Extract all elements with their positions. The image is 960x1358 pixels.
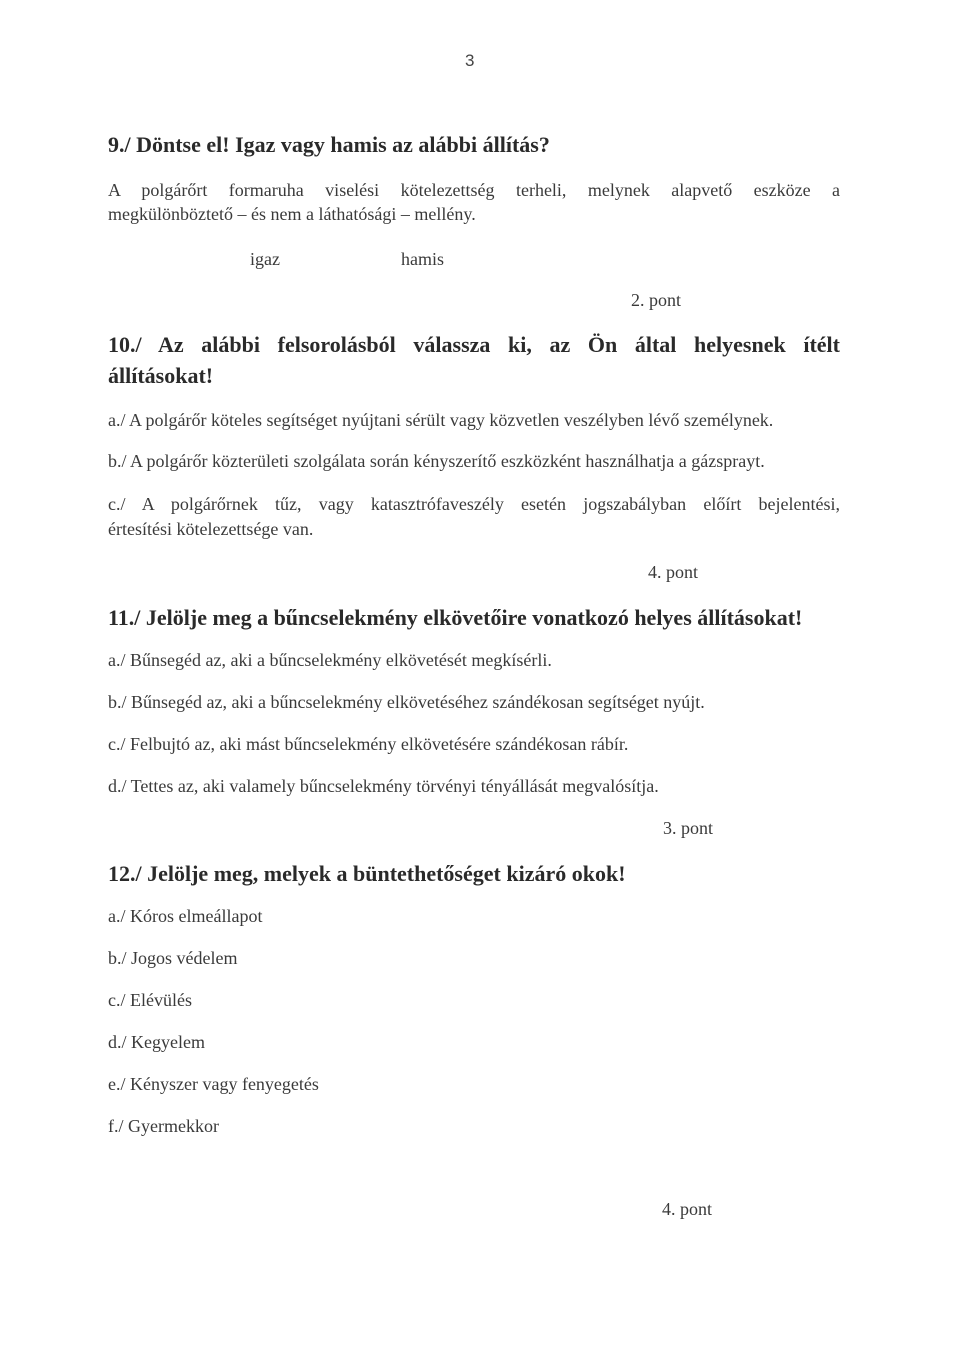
option-true[interactable]: igaz (250, 249, 280, 269)
question-9-statement-line2: megkülönböztető – és nem a láthatósági – mellény. (108, 204, 476, 224)
question-11-points: 3. pont (663, 818, 714, 838)
question-9-statement-line1: A polgárőrt formaruha viselési kötelezettség terheli, melynek alapvető eszköze a (108, 180, 840, 200)
question-12-points: 4. pont (662, 1199, 713, 1219)
question-12-option-a[interactable]: a./ Kóros elmeállapot (108, 906, 263, 926)
question-12-option-b[interactable]: b./ Jogos védelem (108, 948, 238, 968)
question-10-option-b[interactable]: b./ A polgárőr közterületi szolgálata során kényszerítő eszközként használhatja a gázsprayt. (108, 451, 765, 471)
question-10-option-c-line1[interactable]: c./ A polgárőrnek tűz, vagy katasztrófaveszély esetén jogszabályban előírt bejelentési, (108, 494, 840, 514)
question-12-option-c[interactable]: c./ Elévülés (108, 990, 192, 1010)
question-10-option-c-line2[interactable]: értesítési kötelezettsége van. (108, 519, 314, 539)
question-10-title-line1: 10./ Az alábbi felsorolásból válassza ki, az Ön által helyesnek ítélt (108, 332, 840, 357)
question-12-title: 12./ Jelölje meg, melyek a büntethetőséget kizáró okok! (108, 861, 626, 886)
question-12-option-e[interactable]: e./ Kényszer vagy fenyegetés (108, 1074, 319, 1094)
question-12-option-d[interactable]: d./ Kegyelem (108, 1032, 205, 1052)
question-10-option-a[interactable]: a./ A polgárőr köteles segítséget nyújtani sérült vagy közvetlen veszélyben lévő személynek. (108, 410, 774, 430)
page-number: 3 (465, 51, 475, 70)
question-11-option-d[interactable]: d./ Tettes az, aki valamely bűncselekmény törvényi tényállását megvalósítja. (108, 776, 659, 796)
question-11-option-c[interactable]: c./ Felbujtó az, aki mást bűncselekmény elkövetésére szándékosan rábír. (108, 734, 629, 754)
option-false[interactable]: hamis (401, 249, 444, 269)
question-9-title: 9./ Döntse el! Igaz vagy hamis az alábbi állítás? (108, 132, 550, 157)
question-10-title-line2: állításokat! (108, 363, 214, 388)
question-11-title: 11./ Jelölje meg a bűncselekmény elkövetőire vonatkozó helyes állításokat! (108, 605, 803, 630)
question-9-points: 2. pont (631, 290, 682, 310)
question-12-option-f[interactable]: f./ Gyermekkor (108, 1116, 219, 1136)
question-10-points: 4. pont (648, 562, 699, 582)
question-11-option-a[interactable]: a./ Bűnsegéd az, aki a bűncselekmény elkövetését megkísérli. (108, 650, 552, 670)
question-11-option-b[interactable]: b./ Bűnsegéd az, aki a bűncselekmény elkövetéséhez szándékosan segítséget nyújt. (108, 692, 705, 712)
